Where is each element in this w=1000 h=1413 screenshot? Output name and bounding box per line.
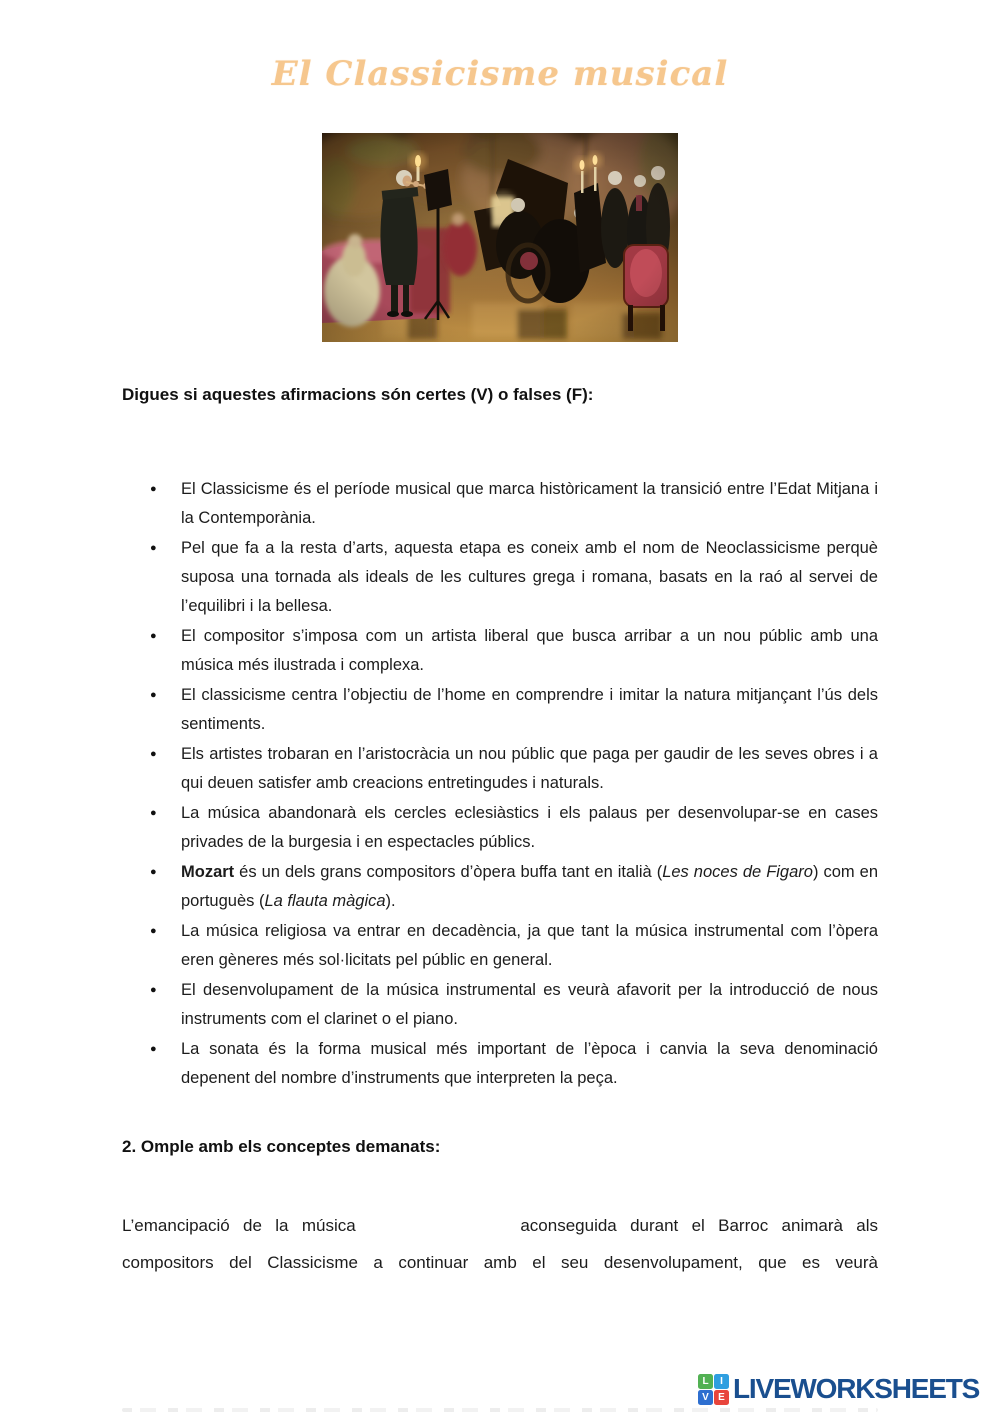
statement-item: [122, 858, 878, 916]
statement-item: [122, 976, 878, 1034]
logo-square-l: L: [698, 1374, 713, 1389]
statement-item: [122, 799, 878, 857]
bullet-icon: ●: [150, 866, 157, 878]
section1-heading: Digues si aquestes afirmacions són certes (V) o falses (F):: [122, 385, 594, 404]
fill-paragraph: [122, 1207, 878, 1283]
statement-text: El desenvolupament de la música instrumental es veurà afavorit per la introducció de nous instruments com el clarinet o el piano.: [181, 981, 878, 1028]
statement-text: La música abandonarà els cercles eclesiàstics i els palaus per desenvolupar-se en cases privades de la burgesia i en espectacles públics.: [181, 804, 878, 851]
statement-text: La sonata és la forma musical més important de l’època i canvia la seva denominació depenent del nombre d’instruments que interpreten la peça.: [181, 1040, 878, 1087]
statement-text: El classicisme centra l’objectiu de l’home en comprendre i imitar la natura mitjançant l’ús dels sentiments.: [181, 686, 878, 733]
liveworksheets-logo-text: LIVEWORKSHEETS: [733, 1373, 980, 1404]
statement-item: [122, 1035, 878, 1093]
logo-square-e: E: [714, 1390, 729, 1405]
statement-item: [122, 534, 878, 621]
bullet-icon: ●: [150, 542, 157, 554]
bullet-icon: ●: [150, 630, 157, 642]
liveworksheets-logo-icon: [698, 1374, 729, 1405]
paragraph-text-after: aconseguida durant el Barroc animarà als compositors del Classicisme a continuar amb el seu desenvolupament, que es veurà: [122, 1216, 878, 1272]
statement-text: Mozart és un dels grans compositors d’òpera buffa tant en italià (Les noces de Figaro) com en portuguès (La flauta màgica).: [181, 863, 878, 910]
fill-blank-input[interactable]: [369, 1229, 507, 1231]
cut-off-text-line: [122, 1408, 878, 1412]
section2-heading: 2. Omple amb els conceptes demanats:: [122, 1137, 441, 1156]
logo-square-v: V: [698, 1390, 713, 1405]
logo-square-i: I: [714, 1374, 729, 1389]
painting-image: [322, 133, 678, 342]
bullet-icon: ●: [150, 925, 157, 937]
statement-item: [122, 740, 878, 798]
statement-item: [122, 475, 878, 533]
statements-list: [122, 475, 878, 1094]
flute-concert-painting: [322, 133, 678, 342]
paragraph-text-before: L’emancipació de la música: [122, 1216, 356, 1235]
bullet-icon: ●: [150, 483, 157, 495]
bullet-icon: ●: [150, 748, 157, 760]
statement-item: [122, 622, 878, 680]
statement-text: Els artistes trobaran en l’aristocràcia un nou públic que paga per gaudir de les seves obres i a qui deuen satisfer amb creacions entretingudes i naturals.: [181, 745, 878, 792]
bullet-icon: ●: [150, 807, 157, 819]
bullet-icon: ●: [150, 689, 157, 701]
statement-text: El Classicisme és el període musical que marca històricament la transició entre l’Edat Mitjana i la Contemporània.: [181, 480, 878, 527]
statement-text: Pel que fa a la resta d’arts, aquesta etapa es coneix amb el nom de Neoclassicisme perquè suposa una tornada als ideals de les cultures grega i romana, basats en la raó al servei de l’equilibri i la bellesa.: [181, 539, 878, 615]
liveworksheets-logo: [698, 1370, 979, 1408]
bullet-icon: ●: [150, 1043, 157, 1055]
bullet-icon: ●: [150, 984, 157, 996]
statement-item: [122, 681, 878, 739]
page-title: El Classicisme musical: [271, 54, 729, 94]
statement-item: [122, 917, 878, 975]
statement-text: El compositor s’imposa com un artista liberal que busca arribar a un nou públic amb una música més ilustrada i complexa.: [181, 627, 878, 674]
statement-text: La música religiosa va entrar en decadència, ja que tant la música instrumental com l’òpera eren gèneres més sol·licitats pel públic en general.: [181, 922, 878, 969]
